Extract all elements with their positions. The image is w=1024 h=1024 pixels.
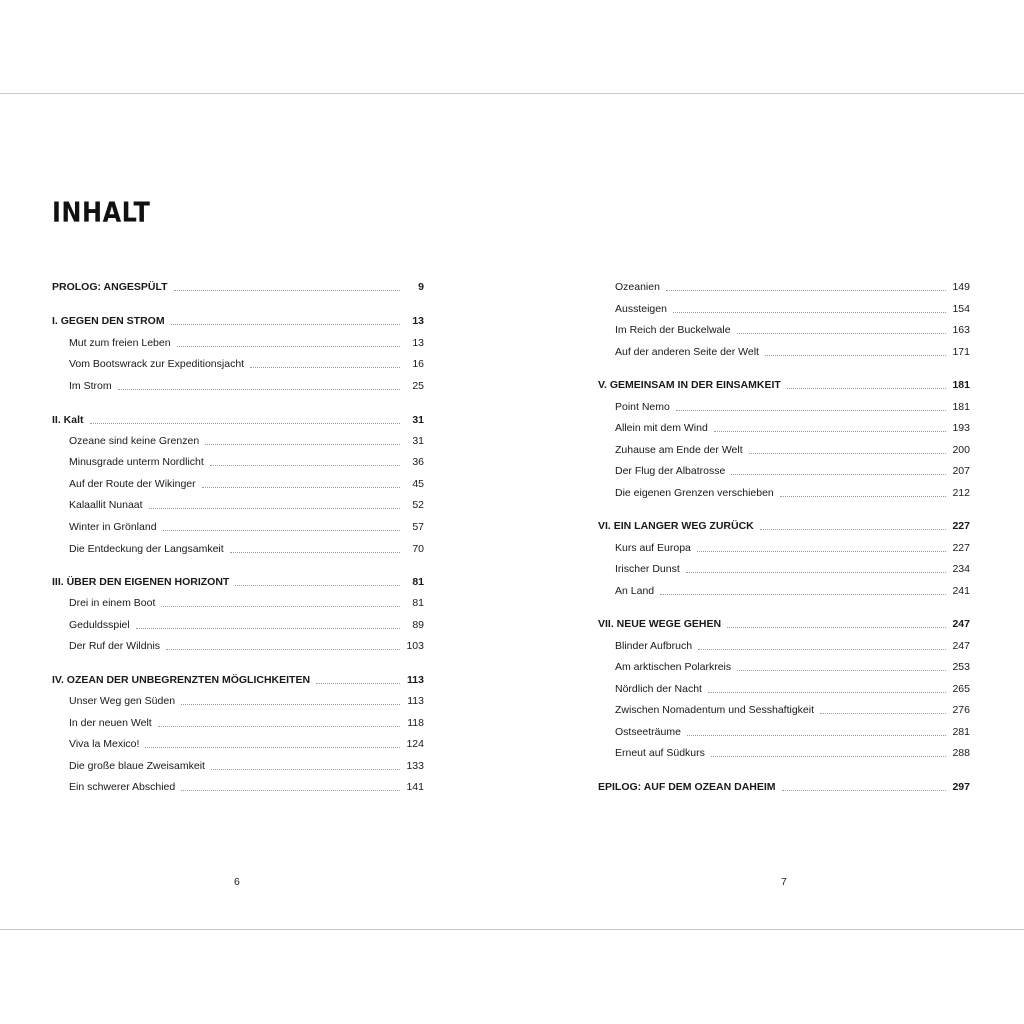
toc-entry-page: 247: [952, 618, 970, 630]
toc-entry-page: 227: [952, 520, 970, 532]
toc-entry-label: Vom Bootswrack zur Expeditionsjacht: [69, 358, 245, 370]
toc-section-entry: [598, 722, 970, 742]
toc-section-entry: [52, 734, 424, 754]
toc-section-entry: [52, 431, 424, 451]
bottom-border-line: [0, 929, 1024, 930]
toc-entry-page: 193: [952, 422, 970, 434]
toc-entry-page: 45: [412, 478, 424, 490]
toc-entry-page: 103: [406, 640, 424, 652]
toc-leader-dots: [711, 756, 946, 757]
toc-leader-dots: [673, 312, 946, 313]
toc-section-entry: [598, 397, 970, 417]
toc-leader-dots: [171, 324, 400, 325]
toc-leader-dots: [749, 453, 946, 454]
toc-entry-page: 234: [952, 563, 970, 575]
toc-entry-label: Aussteigen: [615, 303, 667, 315]
toc-entry-label: Kurs auf Europa: [615, 542, 691, 554]
toc-section-entry: [52, 517, 424, 537]
toc-section-entry: [598, 657, 970, 677]
toc-entry-label: Die eigenen Grenzen verschieben: [615, 487, 774, 499]
toc-leader-dots: [780, 496, 946, 497]
toc-entry-label: Mut zum freien Leben: [69, 337, 171, 349]
toc-entry-label: Point Nemo: [615, 401, 670, 413]
toc-section-entry: [598, 299, 970, 319]
toc-section-entry: [598, 342, 970, 362]
toc-section-entry: [598, 320, 970, 340]
toc-section-entry: [52, 713, 424, 733]
toc-leader-dots: [820, 713, 946, 714]
page-number-right: 7: [781, 876, 787, 888]
toc-entry-page: 181: [952, 401, 970, 413]
toc-section-entry: [598, 559, 970, 579]
toc-entry-page: 13: [412, 315, 424, 327]
toc-entry-page: 16: [412, 358, 424, 370]
toc-leader-dots: [714, 431, 946, 432]
toc-entry-label: Ozeanien: [615, 281, 660, 293]
toc-entry-page: 276: [952, 704, 970, 716]
toc-entry-label: Zwischen Nomadentum und Sesshaftigkeit: [615, 704, 815, 716]
toc-entry-page: 181: [952, 379, 970, 391]
toc-section-entry: [52, 333, 424, 353]
toc-entry-label: An Land: [615, 585, 655, 597]
toc-leader-dots: [211, 769, 400, 770]
toc-entry-label: IV. OZEAN DER UNBEGRENZTEN MÖGLICHKEITEN: [52, 674, 311, 686]
toc-entry-page: 52: [412, 499, 424, 511]
toc-entry-label: Der Ruf der Wildnis: [69, 640, 161, 652]
toc-leader-dots: [737, 670, 946, 671]
toc-entry-page: 253: [952, 661, 970, 673]
toc-entry-page: 207: [952, 465, 970, 477]
toc-entry-label: Nördlich der Nacht: [615, 683, 702, 695]
page-title: INHALT: [52, 196, 151, 229]
toc-leader-dots: [158, 726, 400, 727]
toc-entry-page: 81: [412, 576, 424, 588]
toc-entry-page: 141: [406, 781, 424, 793]
toc-leader-dots: [727, 627, 946, 628]
top-border-line: [0, 93, 1024, 94]
toc-leader-dots: [660, 594, 946, 595]
toc-leader-dots: [90, 423, 400, 424]
toc-chapter-entry: [598, 777, 970, 797]
toc-leader-dots: [760, 529, 946, 530]
toc-entry-label: Im Reich der Buckelwale: [615, 324, 731, 336]
toc-section-entry: [598, 461, 970, 481]
toc-section-entry: [52, 354, 424, 374]
toc-leader-dots: [235, 585, 400, 586]
toc-chapter-entry: [52, 572, 424, 592]
toc-entry-label: Geduldsspiel: [69, 619, 130, 631]
toc-entry-page: 89: [412, 619, 424, 631]
toc-leader-dots: [316, 683, 400, 684]
toc-section-entry: [52, 452, 424, 472]
toc-entry-label: VI. EIN LANGER WEG ZURÜCK: [598, 520, 754, 532]
toc-section-entry: [598, 418, 970, 438]
toc-entry-label: Auf der Route der Wikinger: [69, 478, 196, 490]
toc-entry-page: 212: [952, 487, 970, 499]
toc-section-entry: [52, 636, 424, 656]
toc-entry-page: 31: [412, 435, 424, 447]
toc-leader-dots: [676, 410, 946, 411]
toc-leader-dots: [250, 367, 400, 368]
toc-section-entry: [52, 474, 424, 494]
toc-entry-label: Die große blaue Zweisamkeit: [69, 760, 205, 772]
toc-leader-dots: [177, 346, 400, 347]
toc-entry-page: 227: [952, 542, 970, 554]
toc-entry-page: 124: [406, 738, 424, 750]
toc-entry-page: 200: [952, 444, 970, 456]
toc-entry-page: 70: [412, 543, 424, 555]
toc-chapter-entry: [598, 375, 970, 395]
toc-entry-label: I. GEGEN DEN STROM: [52, 315, 165, 327]
toc-entry-page: 265: [952, 683, 970, 695]
toc-leader-dots: [149, 508, 400, 509]
toc-section-entry: [52, 691, 424, 711]
toc-entry-label: V. GEMEINSAM IN DER EINSAMKEIT: [598, 379, 781, 391]
toc-leader-dots: [136, 628, 400, 629]
toc-leader-dots: [145, 747, 400, 748]
toc-section-entry: [598, 636, 970, 656]
toc-chapter-entry: [598, 614, 970, 634]
toc-leader-dots: [782, 790, 946, 791]
toc-entry-label: VII. NEUE WEGE GEHEN: [598, 618, 722, 630]
toc-leader-dots: [731, 474, 946, 475]
toc-entry-label: Viva la Mexico!: [69, 738, 140, 750]
toc-leader-dots: [666, 290, 946, 291]
toc-entry-label: Erneut auf Südkurs: [615, 747, 705, 759]
toc-section-entry: [598, 440, 970, 460]
toc-entry-page: 241: [952, 585, 970, 597]
toc-entry-page: 13: [412, 337, 424, 349]
toc-entry-label: Am arktischen Polarkreis: [615, 661, 732, 673]
toc-entry-label: Blinder Aufbruch: [615, 640, 693, 652]
toc-section-entry: [598, 538, 970, 558]
toc-entry-page: 113: [407, 695, 424, 707]
toc-leader-dots: [687, 735, 946, 736]
toc-section-entry: [52, 539, 424, 559]
toc-chapter-entry: [598, 516, 970, 536]
toc-leader-dots: [202, 487, 400, 488]
toc-leader-dots: [205, 444, 400, 445]
toc-entry-page: 281: [952, 726, 970, 738]
toc-leader-dots: [708, 692, 946, 693]
toc-entry-page: 118: [407, 717, 424, 729]
toc-leader-dots: [765, 355, 946, 356]
toc-entry-label: Kalaallit Nunaat: [69, 499, 143, 511]
toc-entry-label: Ozeane sind keine Grenzen: [69, 435, 200, 447]
toc-section-entry: [52, 593, 424, 613]
toc-entry-page: 163: [952, 324, 970, 336]
toc-entry-label: Die Entdeckung der Langsamkeit: [69, 543, 224, 555]
toc-entry-label: Ostseeträume: [615, 726, 681, 738]
toc-entry-page: 81: [412, 597, 424, 609]
toc-entry-label: II. Kalt: [52, 414, 84, 426]
toc-entry-page: 154: [952, 303, 970, 315]
toc-entry-page: 31: [412, 414, 424, 426]
toc-leader-dots: [698, 649, 946, 650]
toc-entry-label: Im Strom: [69, 380, 112, 392]
toc-entry-page: 133: [406, 760, 424, 772]
toc-section-entry: [598, 743, 970, 763]
toc-chapter-entry: [52, 277, 424, 297]
toc-leader-dots: [697, 551, 946, 552]
toc-leader-dots: [174, 290, 401, 291]
toc-leader-dots: [118, 389, 400, 390]
toc-entry-label: Allein mit dem Wind: [615, 422, 708, 434]
toc-entry-page: 57: [412, 521, 424, 533]
toc-chapter-entry: [52, 311, 424, 331]
toc-entry-label: In der neuen Welt: [69, 717, 152, 729]
toc-section-entry: [52, 777, 424, 797]
toc-entry-label: Zuhause am Ende der Welt: [615, 444, 743, 456]
toc-entry-label: Unser Weg gen Süden: [69, 695, 176, 707]
toc-entry-label: Ein schwerer Abschied: [69, 781, 176, 793]
toc-section-entry: [598, 581, 970, 601]
toc-leader-dots: [166, 649, 400, 650]
toc-entry-label: Der Flug der Albatrosse: [615, 465, 726, 477]
toc-section-entry: [598, 700, 970, 720]
toc-section-entry: [52, 756, 424, 776]
toc-leader-dots: [737, 333, 946, 334]
toc-section-entry: [52, 615, 424, 635]
toc-entry-page: 288: [952, 747, 970, 759]
toc-entry-label: EPILOG: AUF DEM OZEAN DAHEIM: [598, 781, 776, 793]
toc-leader-dots: [230, 552, 400, 553]
toc-section-entry: [52, 495, 424, 515]
toc-section-entry: [598, 679, 970, 699]
toc-entry-page: 297: [952, 781, 970, 793]
toc-entry-page: 247: [952, 640, 970, 652]
toc-leader-dots: [787, 388, 946, 389]
toc-entry-page: 36: [412, 456, 424, 468]
toc-entry-label: PROLOG: ANGESPÜLT: [52, 281, 168, 293]
toc-leader-dots: [163, 530, 400, 531]
toc-entry-label: Winter in Grönland: [69, 521, 157, 533]
toc-entry-page: 113: [407, 674, 424, 686]
toc-leader-dots: [181, 704, 400, 705]
toc-entry-label: III. ÜBER DEN EIGENEN HORIZONT: [52, 576, 230, 588]
toc-entry-page: 171: [952, 346, 970, 358]
toc-chapter-entry: [52, 670, 424, 690]
toc-section-entry: [598, 483, 970, 503]
toc-entry-label: Auf der anderen Seite der Welt: [615, 346, 759, 358]
toc-leader-dots: [181, 790, 400, 791]
toc-leader-dots: [686, 572, 946, 573]
page-number-left: 6: [234, 876, 240, 888]
toc-section-entry: [598, 277, 970, 297]
toc-chapter-entry: [52, 410, 424, 430]
toc-leader-dots: [210, 465, 400, 466]
toc-leader-dots: [161, 606, 400, 607]
toc-entry-label: Irischer Dunst: [615, 563, 680, 575]
toc-entry-page: 9: [418, 281, 424, 293]
toc-entry-label: Minusgrade unterm Nordlicht: [69, 456, 204, 468]
toc-entry-page: 149: [952, 281, 970, 293]
toc-entry-label: Drei in einem Boot: [69, 597, 156, 609]
toc-entry-page: 25: [412, 380, 424, 392]
toc-section-entry: [52, 376, 424, 396]
